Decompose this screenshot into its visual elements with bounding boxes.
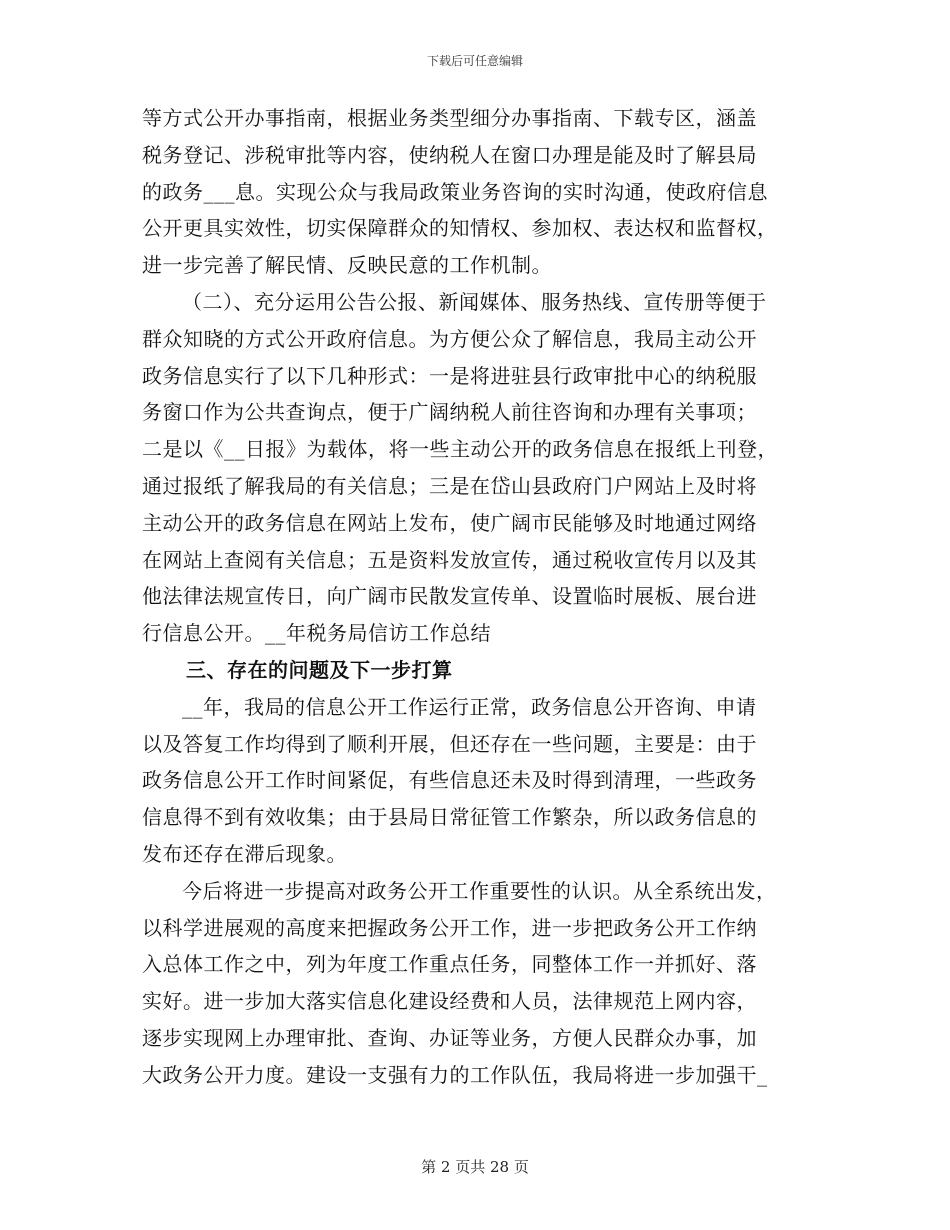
document-body bbox=[142, 100, 810, 1094]
text-line: 进一步完善了解民情、反映民意的工作机制。 bbox=[142, 253, 552, 278]
text-line: 行信息公开。__年税务局信访工作总结 bbox=[142, 621, 491, 646]
text-line: 公开更具实效性，切实保障群众的知情权、参加权、表达权和监督权， bbox=[142, 216, 778, 241]
text-line: 以科学进展观的高度来把握政务公开工作，进一步把政务公开工作纳 bbox=[142, 915, 757, 940]
text-line: 入总体工作之中，列为年度工作重点任务，同整体工作一并抓好、落 bbox=[142, 952, 757, 977]
page-number-footer: 第 2 页共 28 页 bbox=[421, 1158, 529, 1176]
text-line: 信息得不到有效收集；由于县局日常征管工作繁杂，所以政务信息的 bbox=[142, 805, 757, 830]
text-line: 务窗口作为公共查询点，便于广阔纳税人前往咨询和办理有关事项； bbox=[142, 400, 757, 425]
text-line: 二是以《__日报》为载体，将一些主动公开的政务信息在报纸上刊登， bbox=[142, 437, 778, 462]
text-line: 他法律法规宣传日，向广阔市民散发宣传单、设置临时展板、展台进 bbox=[142, 584, 757, 609]
text-line: 大政务公开力度。建设一支强有力的工作队伍，我局将进一步加强干_ bbox=[142, 1062, 768, 1087]
text-line: 发布还存在滞后现象。 bbox=[142, 841, 347, 866]
text-line: 政务信息公开工作时间紧促，有些信息还未及时得到清理，一些政务 bbox=[142, 768, 757, 793]
text-line: 等方式公开办事指南，根据业务类型细分办事指南、下载专区，涵盖 bbox=[142, 106, 757, 130]
paragraph-start-line: （二）、充分运用公告公报、新闻媒体、服务热线、宣传册等便于 bbox=[182, 289, 767, 314]
text-line: 通过报纸了解我局的有关信息；三是在岱山县政府门户网站上及时将 bbox=[142, 473, 757, 498]
text-line: 主动公开的政务信息在网站上发布，使广阔市民能够及时地通过网络 bbox=[142, 510, 757, 535]
text-line: 政务信息实行了以下几种形式：一是将进驻县行政审批中心的纳税服 bbox=[142, 363, 757, 388]
text-line: 以及答复工作均得到了顺利开展，但还存在一些问题，主要是：由于 bbox=[142, 731, 757, 756]
text-line: 实好。进一步加大落实信息化建设经费和人员，法律规范上网内容， bbox=[142, 989, 757, 1014]
text-line: 在网站上查阅有关信息；五是资料发放宣传，通过税收宣传月以及其 bbox=[142, 547, 757, 572]
text-line: 逐步实现网上办理审批、查询、办证等业务，方便人民群众办事，加 bbox=[142, 1025, 757, 1050]
section-heading: 三、存在的问题及下一步打算 bbox=[186, 657, 453, 682]
page-header: 下载后可任意编辑 bbox=[426, 54, 523, 68]
paragraph-start-line: __年，我局的信息公开工作运行正常，政务信息公开咨询、申请 bbox=[182, 694, 757, 719]
paragraph-start-line: 今后将进一步提高对政务公开工作重要性的认识。从全系统出发， bbox=[182, 878, 777, 903]
text-line: 群众知晓的方式公开政府信息。为方便公众了解信息，我局主动公开 bbox=[142, 326, 757, 351]
text-line: 的政务___息。实现公众与我局政策业务咨询的实时沟通，使政府信息 bbox=[142, 179, 768, 204]
text-line: 税务登记、涉税审批等内容，使纳税人在窗口办理是能及时了解县局 bbox=[142, 142, 757, 167]
